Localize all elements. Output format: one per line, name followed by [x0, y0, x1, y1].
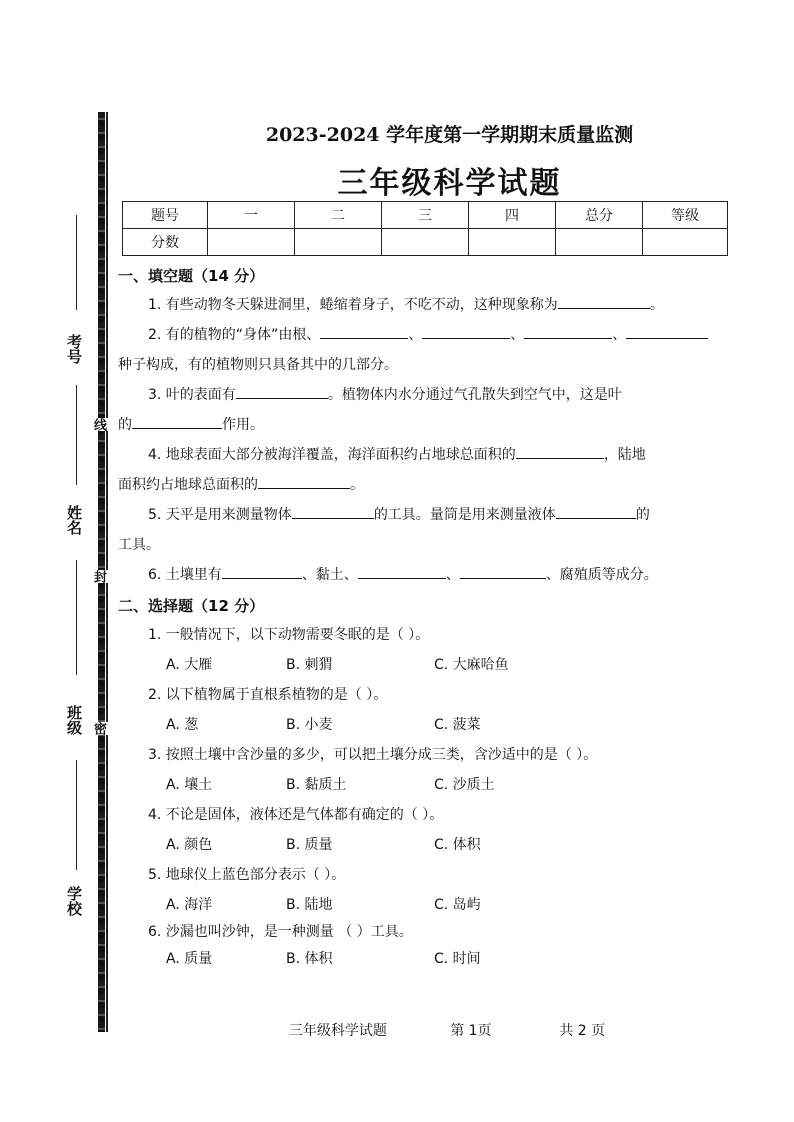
- choice-options: [118, 890, 738, 920]
- choice-option[interactable]: C. 大麻哈鱼: [434, 657, 509, 673]
- side-rule-exam-no: [76, 215, 77, 310]
- cut-word-seal: 封: [91, 570, 106, 583]
- fill-question-4-cont: 面积约占地球总面积的 。: [118, 470, 738, 500]
- exam-content: [118, 262, 738, 974]
- answer-blank[interactable]: [556, 504, 636, 519]
- choice-option[interactable]: A. 壤土: [166, 777, 213, 793]
- footer-page: 第 1页: [450, 1023, 492, 1039]
- side-label-class: 班级: [65, 705, 83, 735]
- score-table: [122, 201, 728, 256]
- score-cell: 四: [469, 202, 556, 229]
- choice-option[interactable]: A. 质量: [166, 951, 213, 967]
- cut-word-secret: 密: [91, 722, 106, 735]
- score-cell: 一: [208, 202, 295, 229]
- choice-options: [118, 770, 738, 800]
- answer-blank[interactable]: [460, 564, 546, 579]
- fill-question-6: 6. 土壤里有 、黏土、 、 、腐殖质等成分。: [118, 560, 738, 590]
- score-cell: 总分: [556, 202, 643, 229]
- side-rule-name: [76, 385, 77, 485]
- score-table-score-row: [123, 229, 728, 256]
- answer-blank[interactable]: [422, 324, 510, 339]
- answer-blank[interactable]: [358, 564, 446, 579]
- choice-option[interactable]: B. 体积: [286, 951, 333, 967]
- answer-blank[interactable]: [320, 324, 408, 339]
- choice-question-stem: 3. 按照土壤中含沙量的多少，可以把土壤分成三类，含沙适中的是（ ）。: [148, 747, 598, 763]
- choice-question-stem: 4. 不论是固体，液体还是气体都有确定的（ ）。: [148, 807, 444, 823]
- answer-blank[interactable]: [626, 324, 708, 339]
- footer-total: 共 2 页: [559, 1023, 606, 1039]
- choice-option[interactable]: B. 黏质土: [286, 777, 347, 793]
- fill-question-1: 1. 有些动物冬天躲进洞里，蜷缩着身子，不吃不动，这种现象称为 。: [118, 290, 738, 320]
- choice-option[interactable]: B. 质量: [286, 837, 333, 853]
- choice-option[interactable]: C. 体积: [434, 837, 481, 853]
- section-heading-choice: 二、选择题（12 分）: [118, 597, 265, 615]
- fill-question-3-cont: 的 作用。: [118, 410, 738, 440]
- side-label-school: 学校: [65, 886, 83, 916]
- answer-blank[interactable]: [292, 504, 374, 519]
- side-label-exam-no: 考号: [65, 334, 83, 364]
- choice-option[interactable]: A. 大雁: [166, 657, 213, 673]
- choice-option[interactable]: A. 海洋: [166, 897, 213, 913]
- fill-question-5: 5. 天平是用来测量物体 的工具。量筒是用来测量液体 的: [118, 500, 738, 530]
- footer-title: 三年级科学试题: [288, 1023, 387, 1039]
- section-heading-fill: 一、填空题（14 分）: [118, 267, 265, 285]
- score-input-cell[interactable]: [556, 229, 643, 256]
- choice-options: [118, 650, 738, 680]
- answer-blank[interactable]: [132, 414, 222, 429]
- answer-blank[interactable]: [258, 474, 350, 489]
- choice-question-stem: 6. 沙漏也叫沙钟，是一种测量 （ ）工具。: [148, 924, 413, 940]
- choice-option[interactable]: A. 颜色: [166, 837, 213, 853]
- score-cell: 分数: [123, 229, 208, 256]
- answer-blank[interactable]: [516, 444, 604, 459]
- fill-question-5-cont: 工具。: [118, 537, 160, 553]
- side-rule-school: [76, 760, 77, 870]
- choice-option[interactable]: A. 葱: [166, 717, 199, 733]
- cut-word-line: 线: [91, 418, 106, 431]
- score-cell: 等级: [643, 202, 728, 229]
- choice-options: [118, 944, 738, 974]
- score-cell: 题号: [123, 202, 208, 229]
- side-label-name: 姓名: [65, 505, 83, 535]
- score-table-header-row: [123, 202, 728, 229]
- choice-option[interactable]: C. 岛屿: [434, 897, 481, 913]
- choice-option[interactable]: C. 时间: [434, 951, 481, 967]
- choice-options: [118, 710, 738, 740]
- answer-blank[interactable]: [524, 324, 612, 339]
- choice-question-stem: 1. 一般情况下，以下动物需要冬眠的是（ ）。: [148, 627, 430, 643]
- page-footer: [0, 1020, 794, 1040]
- choice-question-stem: 5. 地球仪上蓝色部分表示（ ）。: [148, 867, 346, 883]
- choice-question-stem: 2. 以下植物属于直根系植物的是（ ）。: [148, 687, 388, 703]
- choice-option[interactable]: B. 小麦: [286, 717, 333, 733]
- answer-blank[interactable]: [222, 564, 302, 579]
- answer-blank[interactable]: [236, 384, 328, 399]
- exam-title: 三年级科学试题: [337, 166, 562, 201]
- score-input-cell[interactable]: [208, 229, 295, 256]
- score-input-cell[interactable]: [295, 229, 382, 256]
- choice-option[interactable]: B. 陆地: [286, 897, 333, 913]
- score-cell: 三: [382, 202, 469, 229]
- answer-blank[interactable]: [558, 294, 650, 309]
- score-input-cell[interactable]: [643, 229, 728, 256]
- side-rule-class: [76, 560, 77, 675]
- fill-question-2-cont: 种子构成，有的植物则只具备其中的几部分。: [118, 357, 398, 373]
- fill-question-4: 4. 地球表面大部分被海洋覆盖，海洋面积约占地球总面积的 ，陆地: [118, 440, 738, 470]
- choice-option[interactable]: C. 沙质土: [434, 777, 495, 793]
- score-cell: 二: [295, 202, 382, 229]
- score-input-cell[interactable]: [382, 229, 469, 256]
- exam-subtitle: 2023-2024 学年度第一学期期末质量监测: [265, 124, 634, 146]
- choice-option[interactable]: C. 菠菜: [434, 717, 481, 733]
- choice-option[interactable]: B. 刺猬: [286, 657, 333, 673]
- score-input-cell[interactable]: [469, 229, 556, 256]
- fill-question-2: 2. 有的植物的“身体”由根、 、 、 、: [118, 320, 738, 350]
- fill-question-3: 3. 叶的表面有 。植物体内水分通过气孔散失到空气中，这是叶: [118, 380, 738, 410]
- choice-options: [118, 830, 738, 860]
